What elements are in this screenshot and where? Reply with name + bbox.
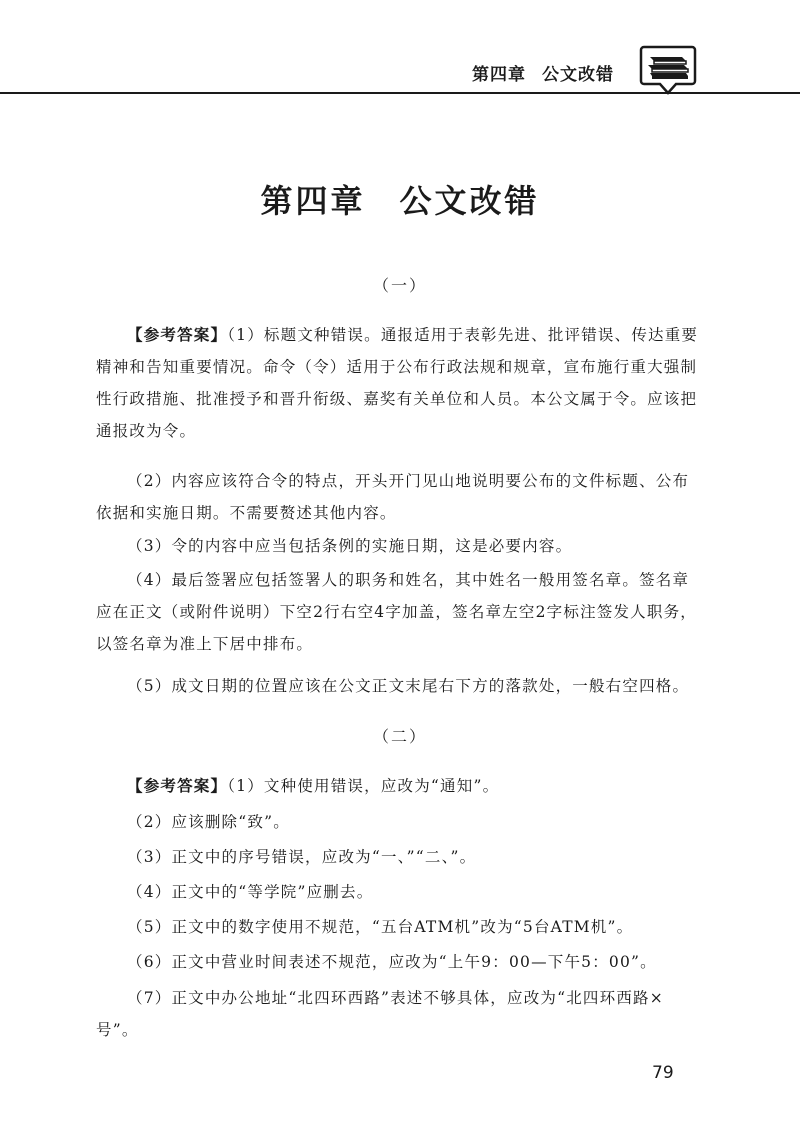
answer-paragraph: （5）成文日期的位置应该在公文正文末尾右下方的落款处，一般右空四格。: [127, 677, 690, 695]
book-stack-icon: [638, 44, 698, 96]
answer-paragraph: （4）正文中的“等学院”应删去。: [127, 883, 374, 901]
answer-text: （1）文种使用错误，应改为“通知”。: [227, 777, 500, 795]
answer-paragraph: [96, 770, 702, 802]
section-heading: （一）: [372, 276, 427, 295]
chapter-title-name: 公文改错: [399, 182, 540, 220]
running-header-chapter-name: 公文改错: [542, 65, 614, 85]
running-header-title: [472, 60, 614, 85]
answer-paragraph: （2）应该删除“致”。: [127, 813, 290, 831]
answer-text: （1）标题文种错误。通报适用于表彰先进、批评错误、传达重要精神和告知重要情况。命令（令）适用于公布行政法规和规章，宣布施行重大强制性行政措施、批准授予和晋升衔级、嘉奖有关单位和人员。本公文属于令。应该把通报改为令。: [96, 326, 699, 440]
section-heading: （二）: [372, 727, 427, 746]
answer-paragraph: （7）正文中办公地址“北四环西路”表述不够具体，应改为“北四环西路×号”。: [96, 989, 664, 1039]
answer-paragraph: （6）正文中营业时间表述不规范，应改为“上午9：00—下午5：00”。: [127, 953, 657, 971]
running-header: [0, 0, 800, 95]
chapter-title-label: 第四章: [260, 182, 366, 220]
page-number: 79: [652, 1063, 674, 1083]
answer-paragraph: （3）令的内容中应当包括条例的实施日期，这是必要内容。: [127, 537, 573, 555]
answer-paragraph: （5）正文中的数字使用不规范，“五台ATM机”改为“5台ATM机”。: [127, 918, 634, 936]
answer-paragraph: （4）最后签署应包括签署人的职务和姓名，其中姓名一般用签名章。签名章应在正文（或附件说明）下空2行右空4字加盖，签名章左空2字标注签发人职务，以签名章为准上下居中排布。: [96, 571, 697, 653]
chapter-title: [0, 176, 800, 222]
answer-paragraph: [96, 319, 702, 447]
answer-paragraph: （2）内容应该符合令的特点，开头开门见山地说明要公布的文件标题、公布依据和实施日期。不需要赘述其他内容。: [96, 472, 690, 522]
answer-lead-label: 【参考答案】: [127, 325, 228, 344]
answer-lead-label: 【参考答案】: [127, 776, 228, 795]
running-header-chapter-label: 第四章: [472, 65, 526, 85]
answer-paragraph: （3）正文中的序号错误，应改为“一、”“二、”。: [127, 848, 477, 866]
